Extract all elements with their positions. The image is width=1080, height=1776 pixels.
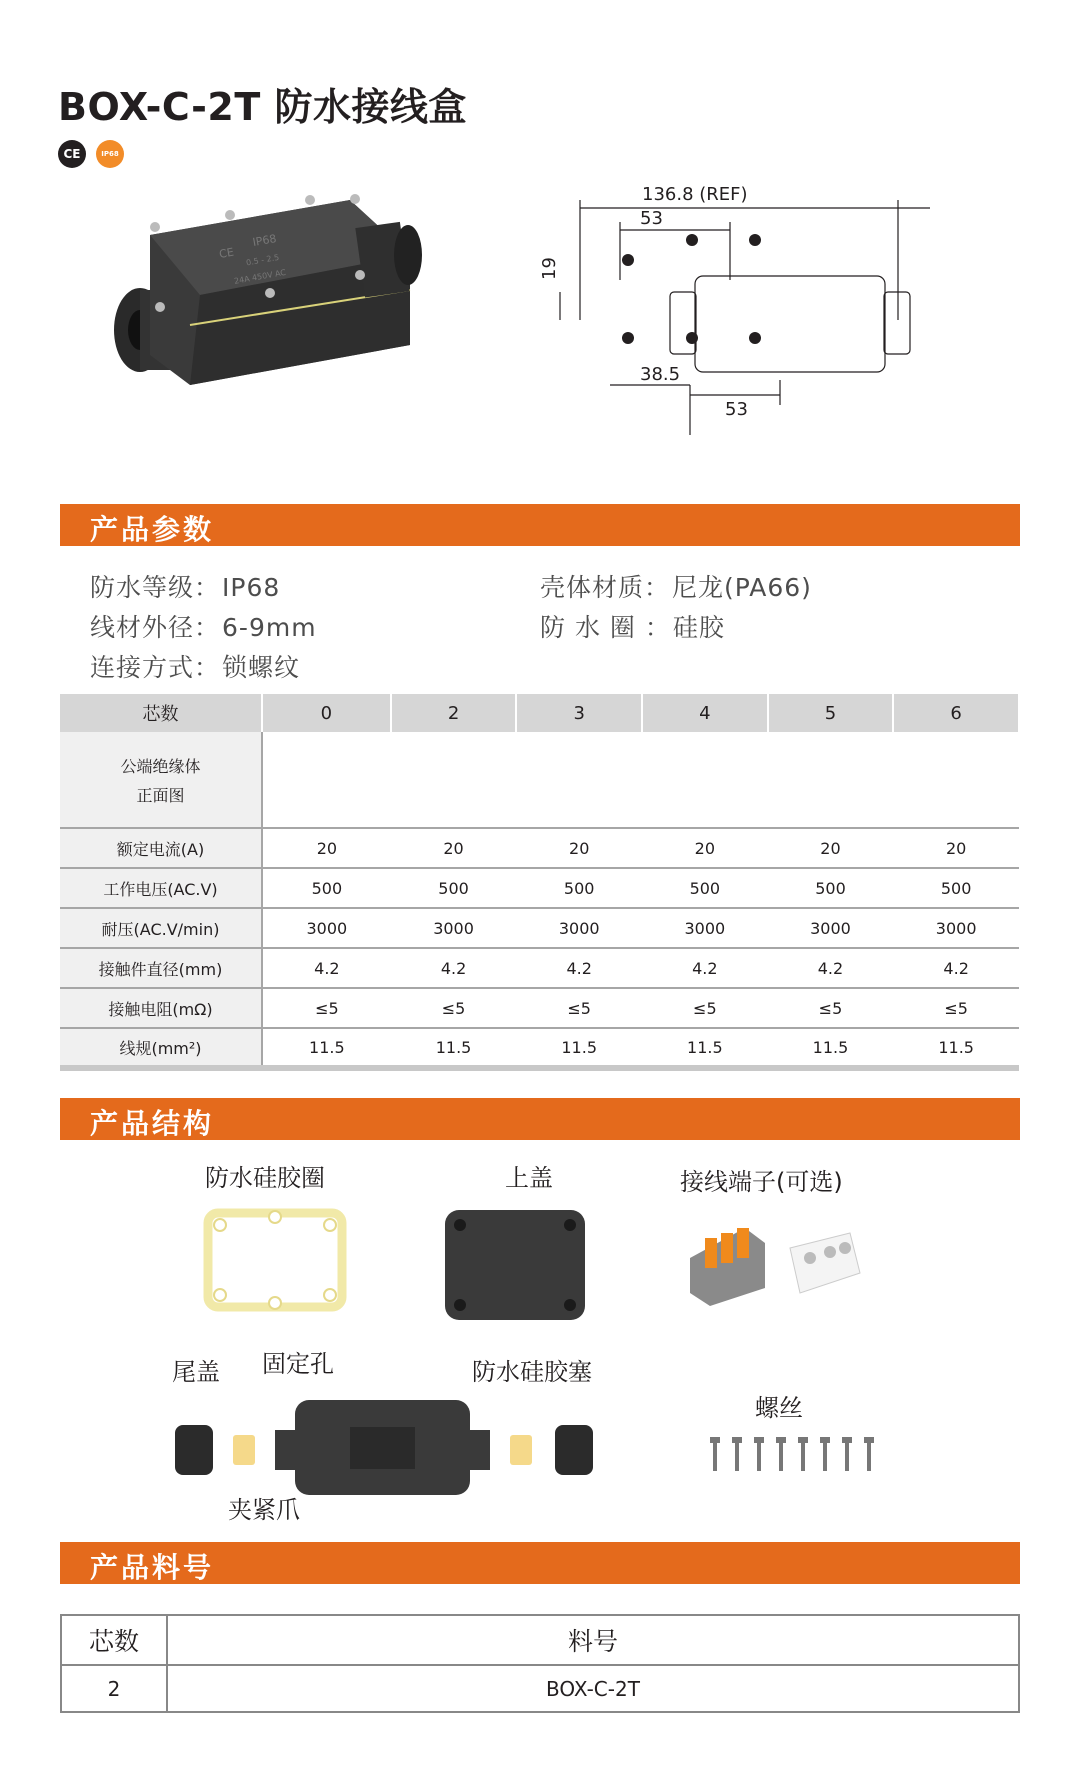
pn-header-cores: 芯数: [61, 1615, 167, 1665]
param-waterproof: 防水等级：IP68: [90, 573, 281, 602]
dim-top-pitch: 53: [640, 208, 663, 229]
table-row: 工作电压(AC.V) 500 500 500 500 500 500: [60, 868, 1019, 908]
dim-bottom-pitch: 53: [725, 399, 748, 420]
plug-label: 防水硅胶塞: [472, 1358, 592, 1386]
table-row: 接触件直径(mm) 4.2 4.2 4.2 4.2 4.2 4.2: [60, 948, 1019, 988]
lid-range-mark: 0.5 - 2.5: [245, 252, 280, 268]
page-title: BOX-C-2T 防水接线盒: [58, 85, 468, 129]
tail-cap-label: 尾盖: [172, 1358, 220, 1386]
dimension-drawing: [539, 180, 930, 440]
param-housing: 壳体材质：尼龙(PA66): [540, 573, 812, 602]
top-cover-label: 上盖: [505, 1164, 553, 1192]
spec-col-4: 5: [768, 694, 894, 732]
table-row: 耐压(AC.V/min) 3000 3000 3000 3000 3000 3000: [60, 908, 1019, 948]
spec-table: [60, 694, 1020, 1071]
front-view-label: 公端绝缘体 正面图: [60, 732, 262, 828]
table-row: 线规(mm²) 11.5 11.5 11.5 11.5 11.5 11.5: [60, 1028, 1019, 1068]
spec-col-0: 0: [262, 694, 391, 732]
lid-ce-mark: CE: [218, 245, 235, 261]
dim-bottom-left: 38.5: [640, 364, 681, 385]
part-number-table: [60, 1614, 1020, 1713]
gasket-image: [200, 1205, 350, 1315]
section-params-title: 产品参数: [90, 513, 215, 546]
ip68-badge-icon: IP68: [96, 140, 124, 168]
table-row: 额定电流(A) 20 20 20 20 20 20: [60, 828, 1019, 868]
table-row: [60, 732, 1019, 828]
params-list: [90, 568, 990, 688]
section-part-number-header: [60, 1542, 1020, 1584]
section-structure-header: [60, 1098, 1020, 1140]
section-structure-title: 产品结构: [90, 1107, 215, 1140]
screws-image: [705, 1435, 875, 1475]
spec-col-3: 4: [642, 694, 768, 732]
spec-header-label: 芯数: [60, 694, 262, 732]
spec-col-1: 2: [391, 694, 517, 732]
product-photo: [110, 195, 470, 435]
screw-label: 螺丝: [755, 1394, 803, 1422]
cert-badges: [58, 140, 124, 168]
param-seal: 防 水 圈 ：硅胶: [540, 613, 725, 642]
clamp-label: 夹紧爪: [228, 1496, 300, 1524]
lid-ip-mark: IP68: [251, 232, 278, 249]
pn-header-part: 料号: [167, 1615, 1019, 1665]
terminal-image: [685, 1218, 865, 1308]
dim-overall: 136.8 (REF): [642, 184, 748, 205]
lid-rating-mark: 24A 450V AC: [233, 267, 287, 286]
section-params-header: [60, 504, 1020, 546]
table-header-row: [61, 1615, 1019, 1665]
table-row: [61, 1665, 1019, 1712]
spec-col-5: 6: [893, 694, 1019, 732]
spec-col-2: 3: [516, 694, 642, 732]
section-part-number-title: 产品料号: [90, 1551, 215, 1584]
terminal-label: 接线端子(可选): [680, 1168, 843, 1196]
dim-height: 19: [539, 257, 560, 280]
ce-mark-icon: CE: [58, 140, 86, 168]
param-cable-od: 线材外径：6-9mm: [90, 613, 317, 642]
pn-part-value: BOX-C-2T: [167, 1665, 1019, 1712]
table-row: 接触电阻(mΩ) ≤5 ≤5 ≤5 ≤5 ≤5 ≤5: [60, 988, 1019, 1028]
gasket-label: 防水硅胶圈: [205, 1164, 325, 1192]
exploded-view-image: [175, 1395, 625, 1505]
fixing-hole-label: 固定孔: [262, 1350, 334, 1378]
pn-cores-value: 2: [61, 1665, 167, 1712]
top-cover-image: [440, 1205, 590, 1325]
param-connection: 连接方式：锁螺纹: [90, 653, 301, 682]
